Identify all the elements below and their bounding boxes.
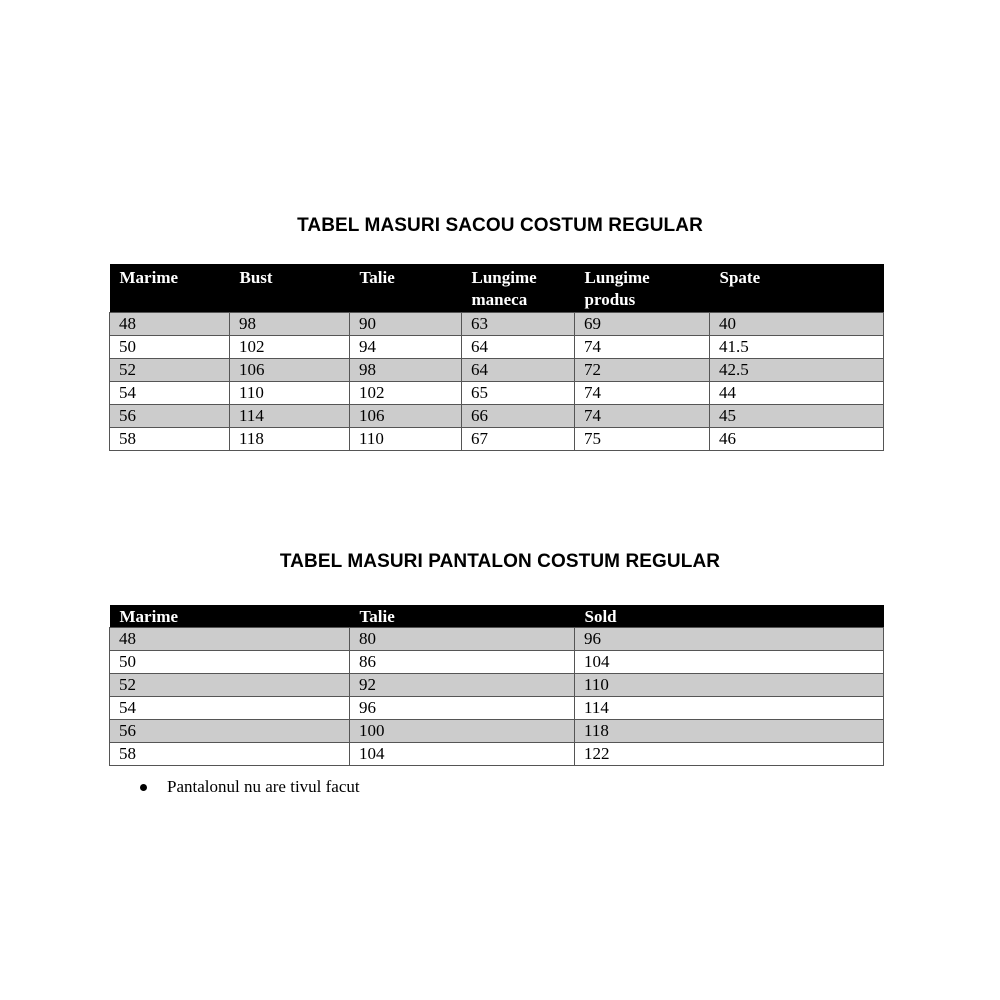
table-cell: 65 — [462, 382, 575, 405]
table-cell: 66 — [462, 405, 575, 428]
table-cell: 54 — [110, 697, 350, 720]
table-cell: 90 — [350, 313, 462, 336]
table-cell: 52 — [110, 674, 350, 697]
table-cell: 50 — [110, 336, 230, 359]
table-row — [110, 628, 884, 651]
table-cell: 100 — [350, 720, 575, 743]
table-cell: 118 — [230, 428, 350, 451]
table-cell: 48 — [110, 313, 230, 336]
table-cell: 63 — [462, 313, 575, 336]
table-cell: 58 — [110, 743, 350, 766]
pantalon-table-title: TABEL MASURI PANTALON COSTUM REGULAR — [279, 551, 721, 572]
table-cell: 104 — [575, 651, 884, 674]
pantalon-size-table — [109, 605, 884, 766]
table-cell: 110 — [350, 428, 462, 451]
table-cell: 74 — [575, 382, 710, 405]
table-cell: 104 — [350, 743, 575, 766]
table-cell: 114 — [575, 697, 884, 720]
table-row — [110, 359, 884, 382]
table-cell: 50 — [110, 651, 350, 674]
table-cell: 122 — [575, 743, 884, 766]
table-cell: 96 — [350, 697, 575, 720]
table-cell: 110 — [230, 382, 350, 405]
header-cell: Lungime maneca — [462, 264, 575, 313]
table-cell: 42.5 — [710, 359, 884, 382]
table-cell: 74 — [575, 336, 710, 359]
table-cell: 118 — [575, 720, 884, 743]
table-cell: 98 — [230, 313, 350, 336]
header-cell: Talie — [350, 605, 575, 628]
table-cell: 75 — [575, 428, 710, 451]
header-cell: Talie — [350, 264, 462, 313]
table-cell: 102 — [350, 382, 462, 405]
table-row — [110, 382, 884, 405]
table-cell: 98 — [350, 359, 462, 382]
table-cell: 52 — [110, 359, 230, 382]
bullet-note — [140, 777, 360, 797]
table-cell: 110 — [575, 674, 884, 697]
table-cell: 72 — [575, 359, 710, 382]
table-cell: 64 — [462, 336, 575, 359]
table-cell: 45 — [710, 405, 884, 428]
table-header-row — [110, 264, 884, 313]
table-cell: 69 — [575, 313, 710, 336]
table-cell: 102 — [230, 336, 350, 359]
table-row — [110, 651, 884, 674]
header-cell: Sold — [575, 605, 884, 628]
note-text: Pantalonul nu are tivul facut — [167, 777, 360, 796]
table-cell: 92 — [350, 674, 575, 697]
table-row — [110, 674, 884, 697]
table-row — [110, 336, 884, 359]
table-row — [110, 720, 884, 743]
table-cell: 74 — [575, 405, 710, 428]
table-row — [110, 428, 884, 451]
header-cell: Lungime produs — [575, 264, 710, 313]
table-row — [110, 313, 884, 336]
table-cell: 44 — [710, 382, 884, 405]
table-cell: 48 — [110, 628, 350, 651]
table-cell: 56 — [110, 720, 350, 743]
header-cell: Bust — [230, 264, 350, 313]
table-row — [110, 697, 884, 720]
table-row — [110, 743, 884, 766]
header-cell: Spate — [710, 264, 884, 313]
table-cell: 114 — [230, 405, 350, 428]
table-cell: 67 — [462, 428, 575, 451]
sacou-table-title: TABEL MASURI SACOU COSTUM REGULAR — [297, 215, 703, 236]
table-header-row — [110, 605, 884, 628]
table-cell: 46 — [710, 428, 884, 451]
table-cell: 96 — [575, 628, 884, 651]
table-cell: 64 — [462, 359, 575, 382]
table-cell: 86 — [350, 651, 575, 674]
header-cell: Marime — [110, 605, 350, 628]
table-cell: 54 — [110, 382, 230, 405]
table-cell: 58 — [110, 428, 230, 451]
table-cell: 40 — [710, 313, 884, 336]
table-cell: 106 — [230, 359, 350, 382]
table-cell: 80 — [350, 628, 575, 651]
table-cell: 56 — [110, 405, 230, 428]
header-cell: Marime — [110, 264, 230, 313]
table-cell: 41.5 — [710, 336, 884, 359]
sacou-size-table — [109, 264, 884, 451]
table-cell: 106 — [350, 405, 462, 428]
bullet-icon — [140, 784, 147, 791]
table-cell: 94 — [350, 336, 462, 359]
table-row — [110, 405, 884, 428]
